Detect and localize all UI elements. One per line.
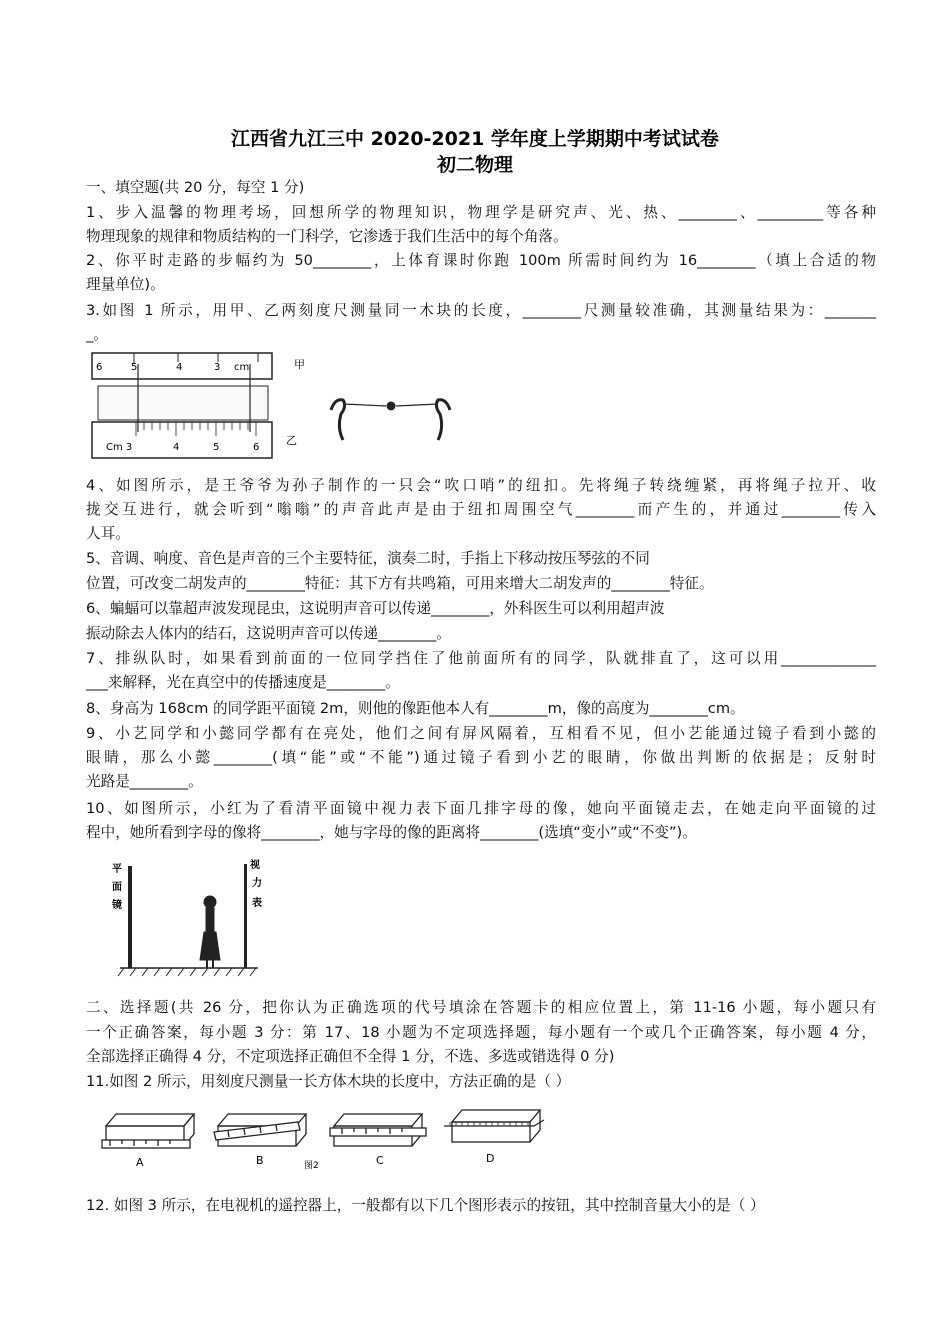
ruler-jia-tick: 4	[176, 362, 183, 373]
option-c-drawing	[330, 1114, 426, 1146]
section2-line1: 二、选择题(共 26 分，把你认为正确选项的代号填涂在答题卡的相应位置上，第 11-16 小题，每小题只有	[86, 999, 876, 1016]
q6-line2: 振动除去人体内的结石，这说明声音可以传递________。	[86, 625, 451, 642]
ruler-yi-tick: 4	[173, 442, 180, 453]
chart-label-char: 表	[252, 898, 262, 909]
ruler-yi-tick: Cm 3	[106, 442, 133, 453]
q7-line1: 7、排纵队时，如果看到前面的一位同学挡住了他前面所有的同学，队就排直了，这可以用_____________	[86, 650, 876, 667]
option-c-label: C	[376, 1154, 384, 1167]
q6-line1: 6、蝙蝠可以靠超声波发现昆虫，这说明声音可以传递________，外科医生可以利用超声波	[86, 600, 665, 617]
option-a-label: A	[136, 1156, 144, 1169]
q2-line1: 2、你平时走路的步幅约为 50________，上体育课时你跑 100m 所需时间约为 16________（填上合适的物	[86, 252, 876, 269]
option-d-label: D	[486, 1152, 495, 1165]
girl-figure	[200, 896, 220, 968]
q3-line1: 3.如图 1 所示，用甲、乙两刻度尺测量同一木块的长度，________尺测量较准确，其测量结果为：_______	[86, 302, 876, 319]
mirror-label-char: 面	[112, 882, 122, 893]
q9-line3: 光路是________。	[86, 773, 203, 790]
exam-subtitle: 初二物理	[436, 154, 513, 176]
figure2-caption: 图2	[304, 1161, 319, 1171]
q4-line1: 4、如图所示，是王爷爷为孙子制作的一只会“吹口哨”的纽扣。先将绳子转绕缠紧，再将绳子拉开、收	[86, 477, 876, 494]
chart-label-char: 视	[250, 860, 260, 871]
section2-line2: 一个正确答案，每小题 3 分：第 17、18 小题为不定项选择题，每小题有一个或几个正确答案，每小题 4 分，	[86, 1024, 876, 1041]
option-a-drawing	[102, 1114, 194, 1148]
q11-line: 11.如图 2 所示，用刻度尺测量一长方体木块的长度中，方法正确的是（ ）	[86, 1073, 571, 1090]
chart-label-char: 力	[252, 878, 262, 889]
q10-line1: 10、如图所示，小红为了看清平面镜中视力表下面几排字母的像，她向平面镜走去，在她走向平面镜的过	[86, 800, 876, 817]
exam-title: 江西省九江三中 2020-2021 学年度上学期期中考试试卷	[231, 128, 719, 150]
ruler-yi-tick: 5	[213, 442, 220, 453]
whistle-button-illustration	[331, 400, 450, 440]
ruler-yi-tick: 6	[253, 442, 260, 453]
q9-line2: 眼睛，那么小懿________(填“能”或“不能”)通过镜子看到小艺的眼睛，你做出判断的依据是；反射时	[86, 749, 876, 766]
option-b-label: B	[256, 1154, 264, 1167]
eye-chart	[244, 864, 247, 968]
wood-block	[98, 386, 268, 420]
figure2-measure-options	[98, 1100, 558, 1174]
ruler-jia-tick: 6	[96, 362, 103, 373]
figure1-rulers	[86, 350, 486, 462]
plane-mirror	[128, 866, 132, 968]
label-jia: 甲	[294, 358, 305, 371]
section2-line3: 全部选择正确得 4 分，不定项选择正确但不全得 1 分，不选、多选或错选得 0 分)	[86, 1048, 615, 1065]
q8-line1: 8、身高为 168cm 的同学距平面镜 2m，则他的像距他本人有________m，像的高度为________cm。	[86, 700, 745, 717]
label-yi: 乙	[286, 434, 297, 447]
q1-line1: 1、步入温馨的物理考场，回想所学的物理知识，物理学是研究声、光、热、________、_________等各种	[86, 204, 876, 221]
q1-line2: 物理现象的规律和物质结构的一门科学，它渗透于我们生活中的每个角落。	[86, 228, 568, 245]
q10-line2: 程中，她所看到字母的像将________，她与字母的像的距离将________(选填“变小”或“不变”)。	[86, 824, 697, 841]
ruler-jia-tick: 5	[131, 362, 138, 373]
q3-line2: _。	[86, 326, 108, 343]
option-d-drawing	[444, 1110, 544, 1142]
q12-line: 12. 如图 3 所示，在电视机的遥控器上，一般都有以下几个图形表示的按钮，其中控制音量大小的是（ ）	[86, 1197, 765, 1214]
option-b-drawing	[214, 1114, 306, 1146]
q7-line2: ___来解释，光在真空中的传播速度是________。	[86, 674, 400, 691]
mirror-label-char: 平	[112, 864, 122, 875]
q5-line2: 位置，可改变二胡发声的________特征：其下方有共鸣箱，可用来增大二胡发声的________特征。	[86, 575, 714, 592]
mirror-label-char: 镜	[112, 900, 122, 911]
figure-mirror-eyechart	[108, 856, 288, 980]
section1-heading: 一、填空题(共 20 分，每空 1 分)	[86, 179, 305, 196]
q9-line1: 9、小艺同学和小懿同学都有在亮处，他们之间有屏风隔着，互相看不见，但小艺能通过镜子看到小懿的	[86, 725, 876, 742]
ruler-jia-tick: 3	[214, 362, 221, 373]
q4-line2: 拢交互进行，就会听到“嗡嗡”的声音此声是由于纽扣周围空气________而产生的，并通过________传入	[86, 501, 876, 518]
q4-line3: 人耳。	[86, 525, 130, 542]
ruler-jia-tick: cm	[234, 362, 250, 373]
q2-line2: 理量单位)。	[86, 276, 165, 293]
q5-line1: 5、音调、响度、音色是声音的三个主要特征，演奏二时，手指上下移动按压琴弦的不同	[86, 550, 650, 567]
